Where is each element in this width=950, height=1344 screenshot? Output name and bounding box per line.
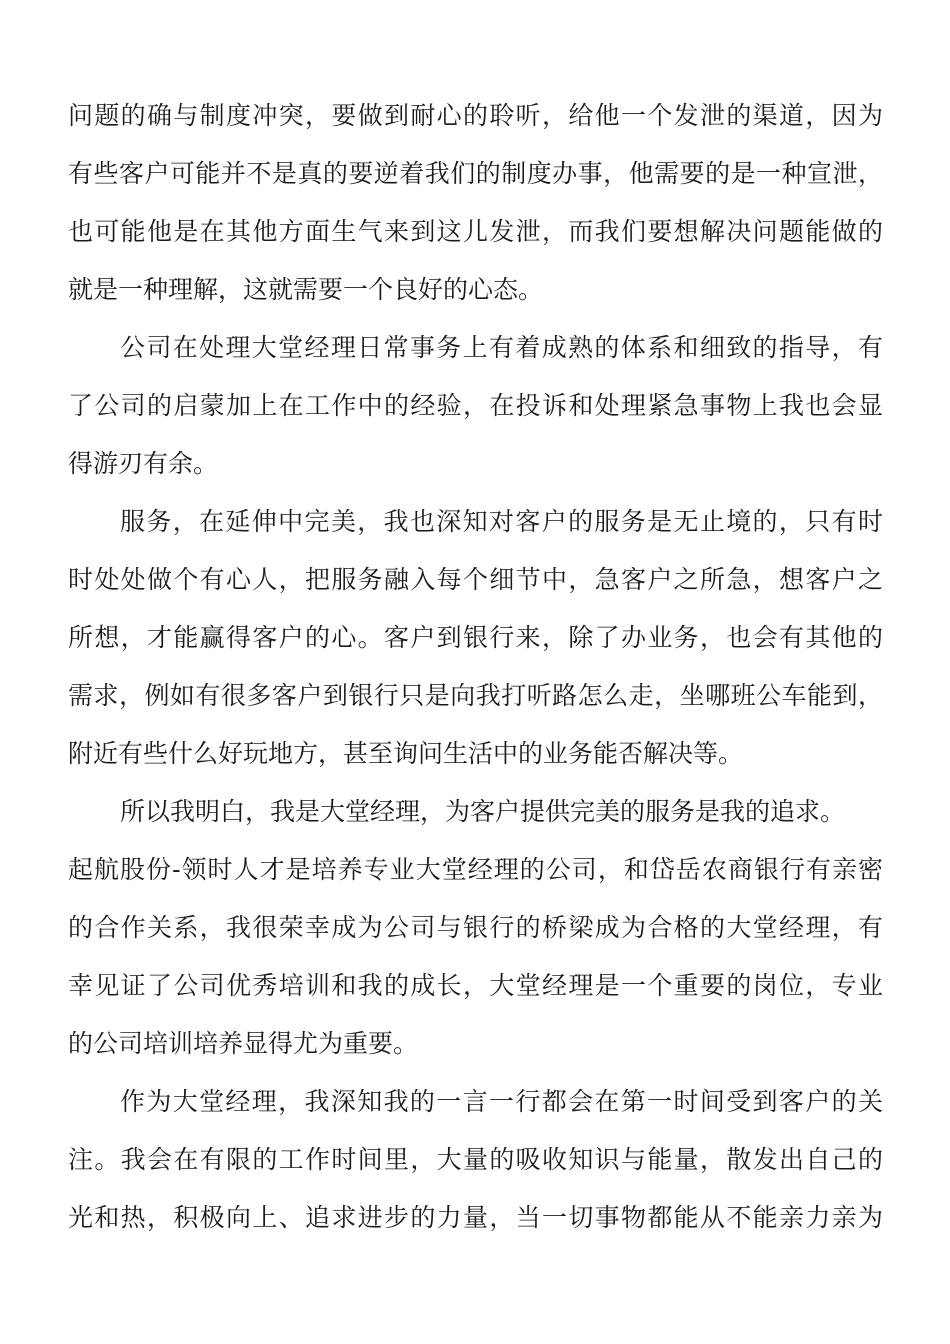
text-line: 公司在处理大堂经理日常事务上有着成熟的体系和细致的指导，有 (120, 333, 883, 362)
text-line: 幸见证了公司优秀培训和我的成长，大堂经理是一个重要的岗位，专业 (68, 971, 883, 1000)
text-line: 得游刃有余。 (68, 449, 219, 478)
text-line: 也可能他是在其他方面生气来到这儿发泄，而我们要想解决问题能做的 (68, 217, 883, 246)
text-line: 有些客户可能并不是真的要逆着我们的制度办事，他需要的是一种宣泄， (68, 159, 883, 188)
text-line: 需求，例如有很多客户到银行只是向我打听路怎么走，坐哪班公车能到， (68, 681, 883, 710)
text-line: 的公司培训培养显得尤为重要。 (68, 1029, 419, 1058)
text-line: 服务，在延伸中完美，我也深知对客户的服务是无止境的，只有时 (120, 507, 883, 536)
text-line: 就是一种理解，这就需要一个良好的心态。 (68, 275, 544, 304)
text-line: 光和热，积极向上、追求进步的力量，当一切事物都能从不能亲力亲为 (68, 1203, 883, 1232)
text-line: 的合作关系，我很荣幸成为公司与银行的桥梁成为合格的大堂经理，有 (68, 913, 883, 942)
text-line: 所以我明白，我是大堂经理，为客户提供完美的服务是我的追求。 (120, 797, 846, 826)
text-line: 时处处做个有心人，把服务融入每个细节中，急客户之所急，想客户之 (68, 565, 883, 594)
text-line: 附近有些什么好玩地方，甚至询问生活中的业务能否解决等。 (68, 739, 744, 768)
text-line: 所想，才能赢得客户的心。客户到银行来，除了办业务，也会有其他的 (68, 623, 883, 652)
text-line: 起航股份-领时人才是培养专业大堂经理的公司，和岱岳农商银行有亲密 (68, 855, 883, 884)
text-line: 问题的确与制度冲突，要做到耐心的聆听，给他一个发泄的渠道，因为 (68, 101, 883, 130)
text-line: 作为大堂经理，我深知我的一言一行都会在第一时间受到客户的关 (120, 1087, 883, 1116)
text-line: 了公司的启蒙加上在工作中的经验，在投诉和处理紧急事物上我也会显 (68, 391, 883, 420)
text-line: 注。我会在有限的工作时间里，大量的吸收知识与能量，散发出自己的 (68, 1145, 883, 1174)
